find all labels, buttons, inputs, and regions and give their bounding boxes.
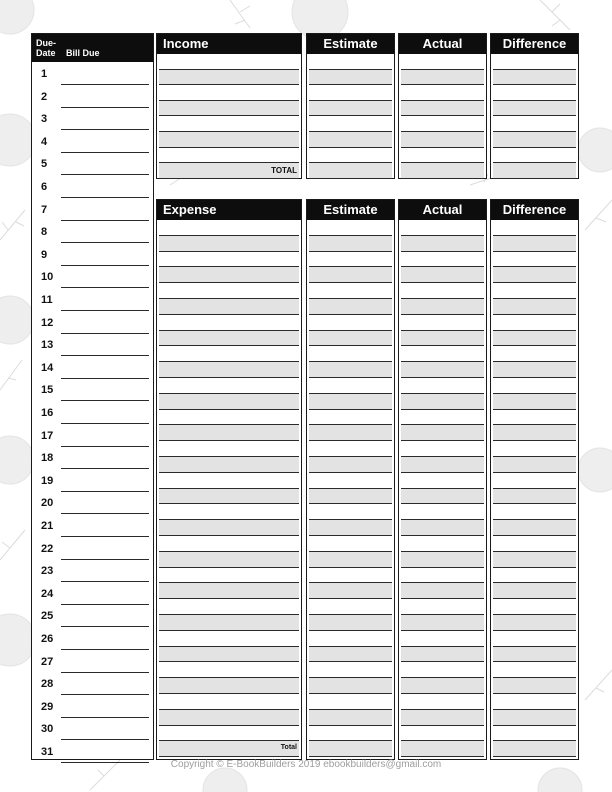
day-number: 24 — [41, 587, 54, 600]
expense-row-cell[interactable] — [493, 694, 576, 710]
day-number: 14 — [41, 361, 54, 374]
expense-row-cell[interactable] — [493, 331, 576, 347]
expense-row-cell[interactable] — [493, 236, 576, 252]
income-header-difference: Difference — [491, 34, 578, 54]
expense-row-cell[interactable] — [159, 552, 299, 568]
expense-row-cell[interactable] — [159, 583, 299, 599]
expense-column-actual — [398, 199, 487, 760]
bill-due-line[interactable] — [61, 378, 149, 379]
income-row-cell[interactable] — [159, 101, 299, 117]
expense-row-cell[interactable] — [493, 615, 576, 631]
expense-row-cell[interactable] — [159, 457, 299, 473]
expense-row-cell[interactable] — [493, 267, 576, 283]
income-row-cell[interactable] — [493, 163, 576, 179]
day-number: 29 — [41, 700, 54, 713]
expense-row-cell[interactable] — [309, 662, 392, 678]
expense-row-cell[interactable] — [159, 299, 299, 315]
expense-row-cell[interactable] — [159, 615, 299, 631]
bill-due-line[interactable] — [61, 152, 149, 153]
expense-row-cell[interactable] — [159, 331, 299, 347]
expense-row-cell[interactable] — [401, 662, 484, 678]
expense-row-cell[interactable] — [493, 473, 576, 489]
expense-row-cell[interactable] — [309, 220, 392, 236]
expense-row-cell[interactable] — [493, 394, 576, 410]
day-number: 9 — [41, 248, 48, 261]
income-row-cell[interactable] — [159, 54, 299, 70]
expense-row-cell[interactable] — [401, 615, 484, 631]
expense-row-cell[interactable] — [401, 425, 484, 441]
bill-due-line[interactable] — [61, 694, 149, 695]
income-header-income: Income — [157, 34, 301, 54]
bill-due-line[interactable] — [61, 604, 149, 605]
day-number: 21 — [41, 520, 54, 532]
expense-column-estimate — [306, 199, 395, 760]
expense-header-estimate: Estimate — [307, 200, 394, 220]
expense-row-cell[interactable] — [159, 489, 299, 505]
expense-row-cell[interactable] — [493, 552, 576, 568]
expense-row-cell[interactable] — [309, 425, 392, 441]
expense-row-cell[interactable] — [401, 631, 484, 647]
expense-row-cell[interactable] — [401, 599, 484, 615]
expense-row-cell[interactable] — [159, 410, 299, 426]
expense-row-cell[interactable] — [493, 710, 576, 726]
bill-due-line[interactable] — [61, 129, 149, 130]
expense-row-cell[interactable] — [159, 473, 299, 489]
expense-row-cell[interactable] — [401, 710, 484, 726]
income-row-cell[interactable] — [309, 54, 392, 70]
income-row-cell[interactable] — [401, 101, 484, 117]
due-date-header: Due- Date — [36, 38, 56, 58]
expense-row-cell[interactable] — [159, 362, 299, 378]
income-row-cell[interactable] — [309, 85, 392, 101]
expense-row-cell[interactable] — [309, 489, 392, 505]
expense-row-cell[interactable] — [159, 662, 299, 678]
income-row-cell[interactable] — [309, 132, 392, 148]
expense-row-cell[interactable] — [401, 220, 484, 236]
expense-row-cell[interactable] — [401, 520, 484, 536]
expense-row-cell[interactable] — [493, 425, 576, 441]
bill-due-line[interactable] — [61, 559, 149, 560]
bill-due-line[interactable] — [61, 220, 149, 221]
expense-row-cell[interactable] — [159, 599, 299, 615]
expense-row-cell[interactable] — [159, 425, 299, 441]
day-number: 28 — [41, 678, 54, 691]
expense-row-cell[interactable] — [493, 315, 576, 331]
expense-row-cell[interactable] — [493, 410, 576, 426]
expense-row-cell[interactable] — [309, 536, 392, 552]
expense-row-cell[interactable] — [309, 583, 392, 599]
expense-row-cell[interactable] — [493, 536, 576, 552]
expense-row-cell[interactable] — [159, 267, 299, 283]
expense-row-cell[interactable] — [493, 583, 576, 599]
income-header-actual: Actual — [399, 34, 486, 54]
expense-row-cell[interactable] — [493, 220, 576, 236]
expense-row-cell[interactable] — [159, 710, 299, 726]
bill-due-line[interactable] — [61, 107, 149, 108]
expense-row-cell[interactable] — [401, 315, 484, 331]
income-row-cell[interactable] — [401, 163, 484, 179]
expense-row-cell[interactable] — [309, 299, 392, 315]
bill-due-line[interactable] — [61, 333, 149, 334]
expense-row-cell[interactable] — [159, 378, 299, 394]
bill-due-line[interactable] — [61, 672, 149, 673]
expense-row-cell[interactable] — [401, 362, 484, 378]
expense-row-cell[interactable] — [401, 552, 484, 568]
expense-row-cell[interactable] — [309, 252, 392, 268]
expense-row-cell[interactable] — [401, 378, 484, 394]
expense-row-cell[interactable] — [309, 615, 392, 631]
income-row-cell[interactable] — [309, 70, 392, 86]
expense-row-cell[interactable] — [493, 283, 576, 299]
expense-row-cell[interactable] — [309, 283, 392, 299]
expense-row-cell[interactable] — [309, 504, 392, 520]
day-number: 19 — [41, 474, 54, 487]
bill-due-line[interactable] — [61, 468, 149, 469]
income-row-cell[interactable] — [401, 148, 484, 164]
expense-row-cell[interactable] — [159, 283, 299, 299]
expense-row-cell[interactable] — [159, 631, 299, 647]
income-row-cell[interactable] — [159, 148, 299, 164]
expense-row-cell[interactable] — [309, 631, 392, 647]
expense-row-cell[interactable] — [401, 489, 484, 505]
expense-row-cell[interactable] — [159, 726, 299, 742]
income-row-cell[interactable] — [159, 70, 299, 86]
expense-row-cell[interactable] — [401, 473, 484, 489]
expense-row-cell[interactable] — [493, 378, 576, 394]
day-number: 12 — [41, 316, 54, 329]
day-number: 26 — [41, 633, 54, 645]
income-row-cell[interactable] — [493, 148, 576, 164]
expense-row-cell[interactable] — [401, 394, 484, 410]
expense-row-cell[interactable] — [159, 220, 299, 236]
income-column-estimate — [306, 33, 395, 179]
day-number: 23 — [41, 565, 54, 578]
bill-due-line[interactable] — [61, 174, 149, 175]
expense-row-cell[interactable] — [401, 410, 484, 426]
expense-row-cell[interactable] — [401, 346, 484, 362]
expense-total-label: Total — [280, 744, 297, 752]
expense-row-cell[interactable] — [309, 410, 392, 426]
bill-due-line[interactable] — [61, 242, 149, 243]
expense-header-actual: Actual — [399, 200, 486, 220]
expense-header-difference: Difference — [491, 200, 578, 220]
expense-row-cell[interactable] — [493, 441, 576, 457]
expense-column-expense — [156, 199, 302, 760]
day-number: 18 — [41, 452, 54, 465]
expense-row-cell[interactable] — [309, 236, 392, 252]
expense-row-cell[interactable] — [493, 362, 576, 378]
income-column-actual — [398, 33, 487, 179]
day-number: 30 — [41, 723, 54, 736]
expense-column-difference — [490, 199, 579, 760]
day-number: 15 — [41, 384, 54, 397]
day-number: 25 — [41, 610, 54, 623]
income-row-cell[interactable] — [493, 85, 576, 101]
expense-row-cell[interactable] — [309, 315, 392, 331]
expense-row-cell[interactable] — [401, 583, 484, 599]
expense-row-cell[interactable] — [401, 741, 484, 757]
expense-row-cell[interactable] — [493, 631, 576, 647]
day-number: 20 — [41, 497, 54, 510]
day-number: 22 — [41, 542, 54, 555]
expense-row-cell[interactable] — [159, 252, 299, 268]
day-number: 4 — [41, 135, 48, 148]
bill-due-line[interactable] — [61, 446, 149, 447]
bill-due-line[interactable] — [61, 491, 149, 492]
expense-header-expense: Expense — [157, 200, 301, 220]
bill-due-line[interactable] — [61, 739, 149, 740]
income-row-cell[interactable] — [159, 85, 299, 101]
expense-row-cell[interactable] — [493, 678, 576, 694]
income-row-cell[interactable] — [309, 101, 392, 117]
expense-row-cell[interactable] — [159, 315, 299, 331]
expense-row-cell[interactable] — [493, 346, 576, 362]
income-row-cell[interactable] — [309, 148, 392, 164]
bill-due-panel — [31, 33, 154, 760]
income-row-cell[interactable] — [159, 132, 299, 148]
expense-row-cell[interactable] — [493, 489, 576, 505]
day-number: 3 — [41, 113, 48, 126]
expense-row-cell[interactable] — [493, 647, 576, 663]
expense-row-cell[interactable] — [159, 441, 299, 457]
day-number: 16 — [41, 407, 54, 419]
expense-row-cell[interactable] — [493, 299, 576, 315]
expense-row-cell[interactable] — [309, 741, 392, 757]
expense-row-cell[interactable] — [493, 662, 576, 678]
bill-due-line[interactable] — [61, 197, 149, 198]
day-number: 27 — [41, 655, 54, 668]
expense-row-cell[interactable] — [309, 694, 392, 710]
day-number: 5 — [41, 158, 48, 171]
day-number: 7 — [41, 203, 48, 216]
expense-row-cell[interactable] — [159, 520, 299, 536]
expense-row-cell[interactable] — [493, 568, 576, 584]
expense-row-cell[interactable] — [401, 283, 484, 299]
bill-due-line[interactable] — [61, 355, 149, 356]
expense-row-cell[interactable] — [309, 647, 392, 663]
bill-due-line[interactable] — [61, 287, 149, 288]
expense-row-cell[interactable] — [493, 599, 576, 615]
day-number: 17 — [41, 429, 54, 442]
expense-row-cell[interactable] — [401, 647, 484, 663]
expense-row-cell[interactable] — [401, 299, 484, 315]
expense-row-cell[interactable] — [159, 568, 299, 584]
income-column-income — [156, 33, 302, 179]
expense-row-cell[interactable] — [401, 504, 484, 520]
expense-row-cell[interactable] — [159, 741, 299, 757]
bill-due-line[interactable] — [61, 717, 149, 718]
expense-row-cell[interactable] — [309, 552, 392, 568]
income-row-cell[interactable] — [401, 116, 484, 132]
income-row-cell[interactable] — [493, 116, 576, 132]
bill-due-line[interactable] — [61, 513, 149, 514]
expense-row-cell[interactable] — [159, 504, 299, 520]
income-row-cell[interactable] — [401, 54, 484, 70]
expense-row-cell[interactable] — [309, 378, 392, 394]
expense-row-cell[interactable] — [493, 726, 576, 742]
bill-due-line[interactable] — [61, 310, 149, 311]
bill-due-line[interactable] — [61, 423, 149, 424]
bill-due-line[interactable] — [61, 626, 149, 627]
copyright-footer: Copyright © E-BookBuilders 2019 ebookbuilders@gmail.com — [170, 759, 442, 770]
expense-row-cell[interactable] — [493, 252, 576, 268]
expense-row-cell[interactable] — [401, 536, 484, 552]
expense-row-cell[interactable] — [401, 726, 484, 742]
bill-due-line[interactable] — [61, 536, 149, 537]
day-number: 10 — [41, 271, 54, 284]
income-row-cell[interactable] — [493, 54, 576, 70]
income-column-difference — [490, 33, 579, 179]
expense-row-cell[interactable] — [309, 457, 392, 473]
expense-row-cell[interactable] — [493, 504, 576, 520]
bill-due-line[interactable] — [61, 581, 149, 582]
expense-row-cell[interactable] — [309, 568, 392, 584]
income-row-cell[interactable] — [401, 70, 484, 86]
expense-row-cell[interactable] — [309, 726, 392, 742]
day-number: 1 — [41, 68, 48, 80]
bill-due-line[interactable] — [61, 265, 149, 266]
day-number: 13 — [41, 339, 54, 352]
expense-row-cell[interactable] — [309, 599, 392, 615]
bill-due-line[interactable] — [61, 649, 149, 650]
day-number: 11 — [41, 294, 53, 306]
income-row-cell[interactable] — [159, 116, 299, 132]
expense-row-cell[interactable] — [401, 441, 484, 457]
expense-row-cell[interactable] — [401, 252, 484, 268]
expense-row-cell[interactable] — [159, 694, 299, 710]
income-row-cell[interactable] — [493, 101, 576, 117]
bill-due-line[interactable] — [61, 400, 149, 401]
expense-row-cell[interactable] — [401, 568, 484, 584]
expense-row-cell[interactable] — [309, 678, 392, 694]
expense-row-cell[interactable] — [309, 710, 392, 726]
expense-row-cell[interactable] — [309, 331, 392, 347]
bill-due-line[interactable] — [61, 84, 149, 85]
expense-row-cell[interactable] — [159, 536, 299, 552]
income-header-estimate: Estimate — [307, 34, 394, 54]
expense-row-cell[interactable] — [309, 520, 392, 536]
expense-row-cell[interactable] — [309, 346, 392, 362]
income-row-cell[interactable] — [493, 70, 576, 86]
income-row-cell[interactable] — [309, 163, 392, 179]
expense-row-cell[interactable] — [309, 267, 392, 283]
day-number: 31 — [41, 746, 54, 758]
expense-row-cell[interactable] — [401, 236, 484, 252]
expense-row-cell[interactable] — [401, 694, 484, 710]
day-number: 6 — [41, 181, 48, 193]
income-row-cell[interactable] — [493, 132, 576, 148]
expense-row-cell[interactable] — [493, 457, 576, 473]
expense-row-cell[interactable] — [401, 678, 484, 694]
expense-row-cell[interactable] — [159, 394, 299, 410]
expense-row-cell[interactable] — [159, 678, 299, 694]
bill-due-header — [32, 34, 153, 62]
income-row-cell[interactable] — [401, 132, 484, 148]
expense-row-cell[interactable] — [309, 394, 392, 410]
income-row-cell[interactable] — [309, 116, 392, 132]
income-total-label: TOTAL — [271, 166, 297, 176]
bill-due-header-label: Bill Due — [66, 48, 100, 58]
expense-row-cell[interactable] — [309, 362, 392, 378]
expense-row-cell[interactable] — [159, 647, 299, 663]
day-number: 2 — [41, 90, 48, 103]
expense-row-cell[interactable] — [401, 267, 484, 283]
income-row-cell[interactable] — [401, 85, 484, 101]
expense-row-cell[interactable] — [309, 473, 392, 489]
expense-row-cell[interactable] — [159, 236, 299, 252]
expense-row-cell[interactable] — [401, 457, 484, 473]
day-number: 8 — [41, 226, 48, 239]
expense-row-cell[interactable] — [493, 741, 576, 757]
expense-row-cell[interactable] — [493, 520, 576, 536]
expense-row-cell[interactable] — [159, 346, 299, 362]
expense-row-cell[interactable] — [401, 331, 484, 347]
expense-row-cell[interactable] — [309, 441, 392, 457]
